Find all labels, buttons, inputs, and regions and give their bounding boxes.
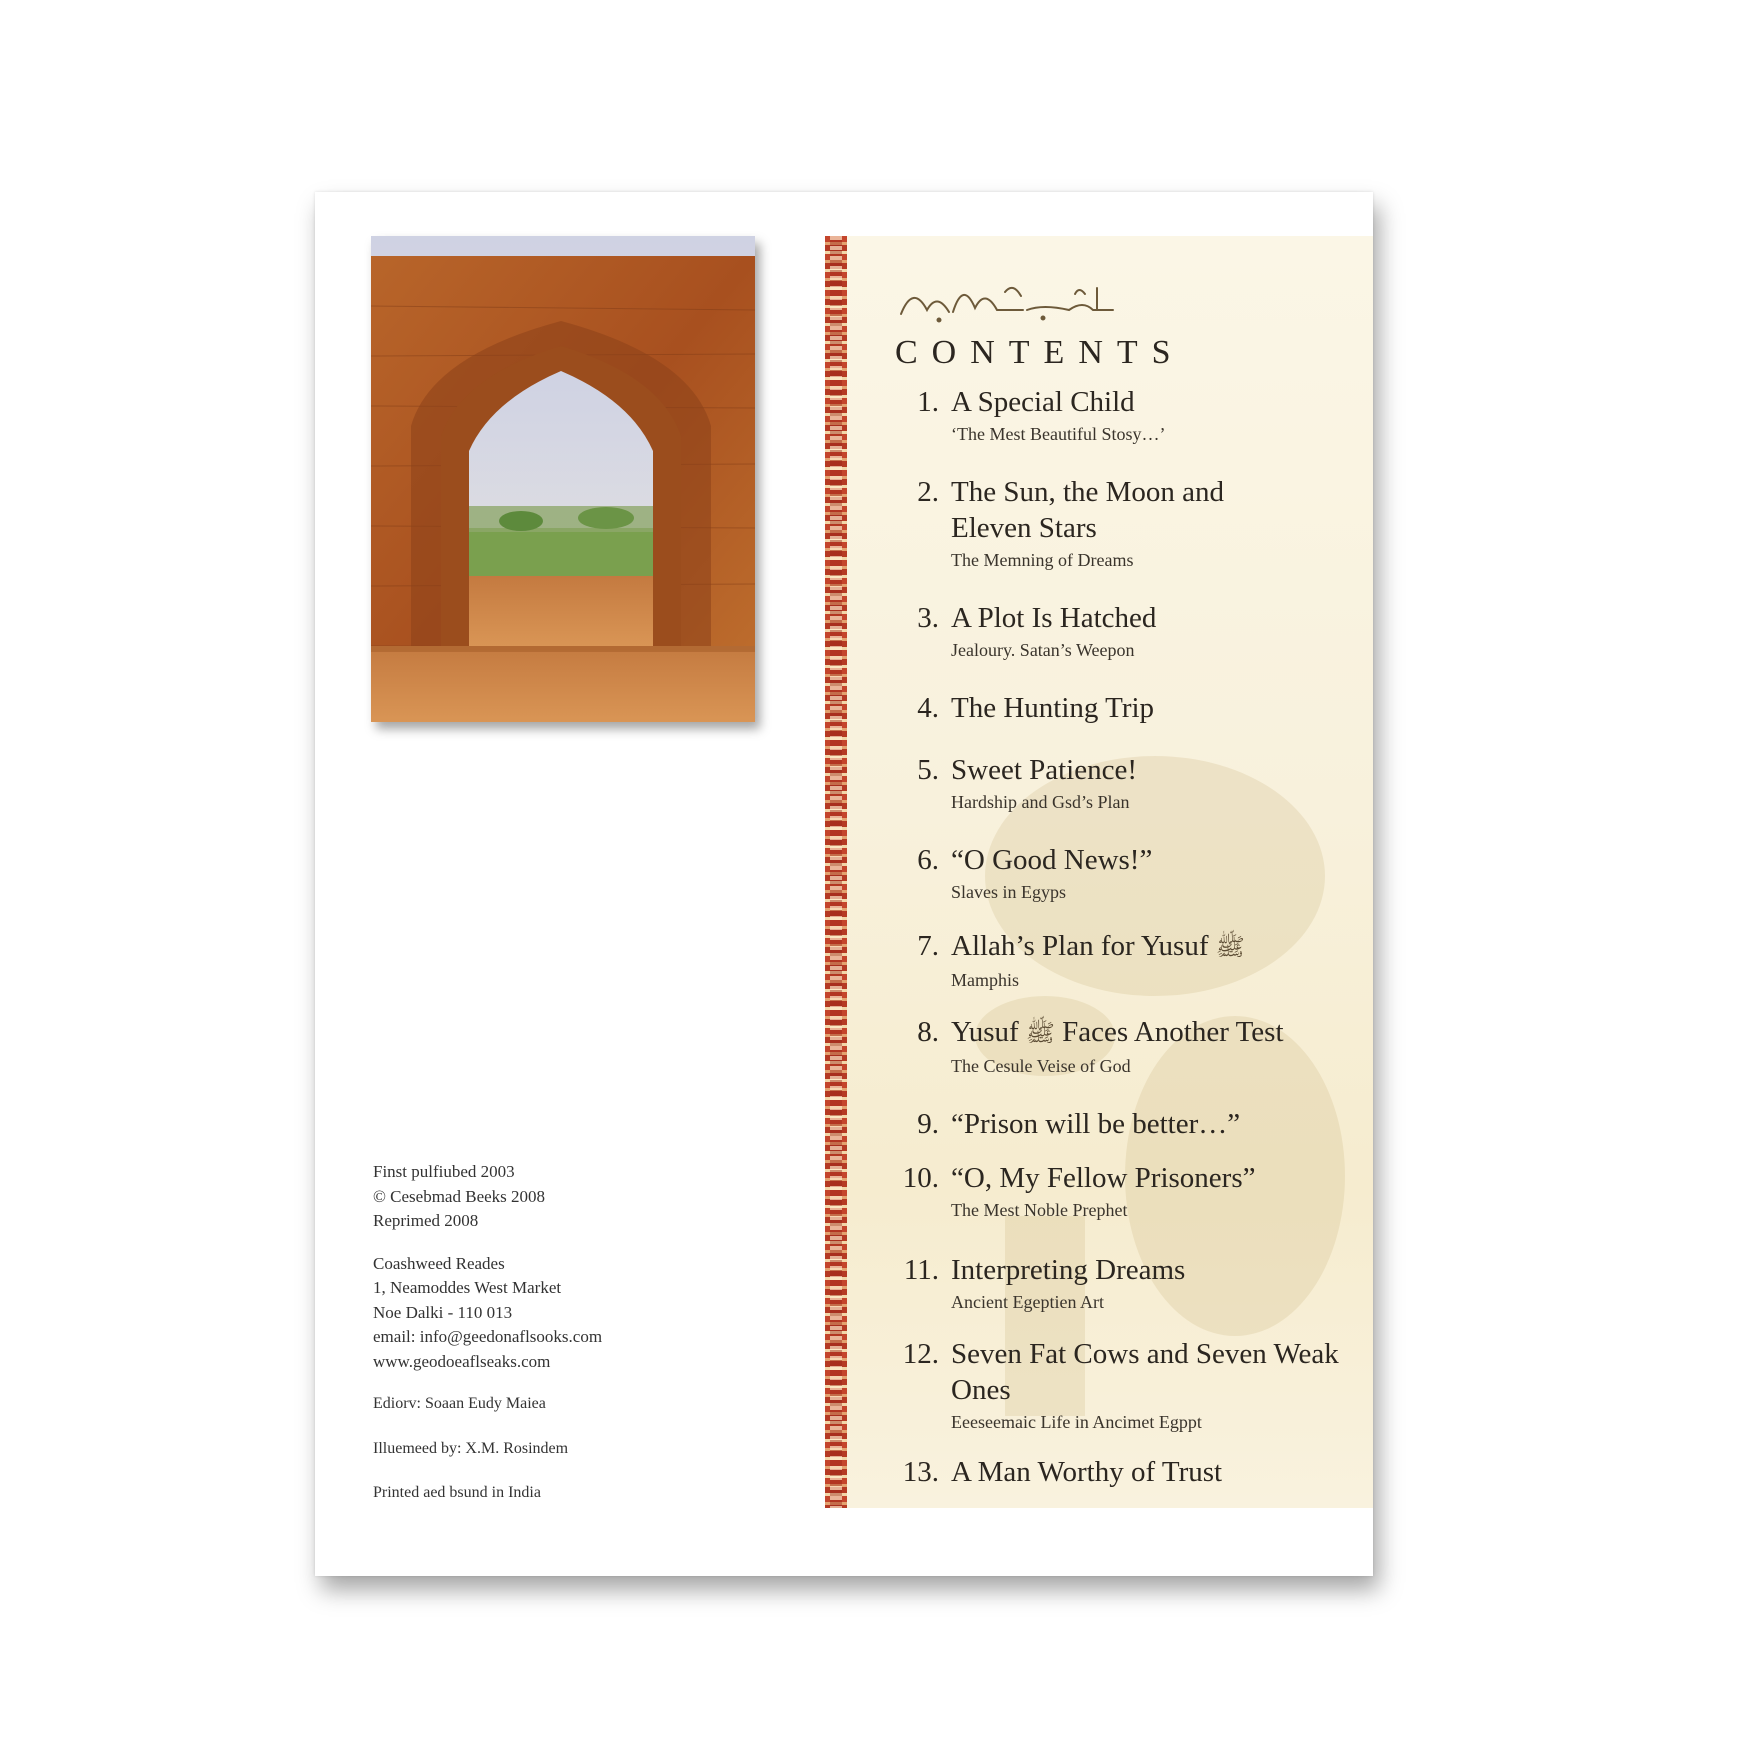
toc-entry[interactable] xyxy=(865,1454,1365,1490)
toc-entry[interactable] xyxy=(865,384,1365,446)
toc-entry[interactable] xyxy=(865,474,1365,572)
contents-list xyxy=(865,384,1365,1490)
printed-in: Printed aed bsund in India xyxy=(373,1484,541,1501)
chapter-title: Allah’s Plan for Yusuf xyxy=(951,930,1209,962)
publisher-name: Coashweed Reades xyxy=(373,1253,505,1273)
chapter-title-continued: Faces Another Test xyxy=(1062,1016,1284,1048)
chapter-subtitle: Hardship and Gsd’s Plan xyxy=(951,792,1130,812)
toc-entry[interactable] xyxy=(865,752,1365,814)
contents-heading: CONTENTS xyxy=(895,334,1185,371)
publisher-info xyxy=(373,1252,733,1375)
editor-credit: Ediorv: Soaan Eudy Maiea xyxy=(373,1395,546,1412)
honorific-icon: ﷺ xyxy=(1215,935,1245,961)
copyright: © Cesebmad Beeks 2008 xyxy=(373,1186,546,1206)
publisher-website: www.geodoeaflseaks.com xyxy=(373,1351,551,1371)
toc-entry[interactable] xyxy=(865,690,1365,726)
publisher-email: email: info@geedonaflsooks.com xyxy=(373,1327,603,1346)
chapter-title: Seven Fat Cows and Seven Weak Ones xyxy=(951,1338,1339,1406)
toc-entry[interactable] xyxy=(865,1336,1365,1434)
chapter-number: 3. xyxy=(917,602,939,634)
chapter-subtitle: The Memning of Dreams xyxy=(951,550,1134,570)
contents-panel xyxy=(825,236,1373,1508)
chapter-subtitle: Eeeseemaic Life in Ancimet Egppt xyxy=(951,1412,1202,1432)
chapter-subtitle: Ancient Egeptien Art xyxy=(951,1292,1104,1312)
bismillah-calligraphy-icon xyxy=(893,274,1123,326)
chapter-title: A Plot Is Hatched xyxy=(951,602,1157,634)
chapter-title: Sweet Patience! xyxy=(951,754,1138,786)
chapter-number: 12. xyxy=(902,1338,939,1370)
toc-entry[interactable] xyxy=(865,1252,1365,1314)
chapter-title: “O, My Fellow Prisoners” xyxy=(951,1162,1256,1194)
chapter-subtitle: The Cesule Veise of God xyxy=(951,1056,1131,1076)
chapter-title: A Special Child xyxy=(951,386,1135,418)
chapter-title: “O Good News!” xyxy=(951,844,1153,876)
toc-entry[interactable] xyxy=(865,600,1365,662)
chapter-subtitle: The Mest Noble Prephet xyxy=(951,1200,1128,1220)
chapter-title: A Man Worthy of Trust xyxy=(951,1456,1223,1488)
chapter-subtitle: Mamphis xyxy=(951,970,1020,990)
chapter-number: 13. xyxy=(902,1456,939,1488)
chapter-number: 4. xyxy=(917,692,939,724)
first-published: Finst pulfiubed 2003 xyxy=(373,1162,515,1181)
chapter-title: Interpreting Dreams xyxy=(951,1254,1186,1286)
chapter-number: 6. xyxy=(917,844,939,876)
chapter-number: 7. xyxy=(917,930,939,962)
toc-entry[interactable] xyxy=(865,928,1365,992)
chapter-number: 1. xyxy=(917,386,939,418)
decorative-border xyxy=(825,236,847,1508)
chapter-subtitle: ‘The Mest Beautiful Stosy…’ xyxy=(951,424,1166,444)
chapter-number: 5. xyxy=(917,754,939,786)
chapter-title-row xyxy=(951,1014,1365,1052)
chapter-title: The Hunting Trip xyxy=(951,692,1155,724)
publication-info xyxy=(373,1160,733,1234)
publisher-address-2: Noe Dalki - 110 013 xyxy=(373,1302,513,1322)
illustrator-credit: Illuemeed by: X.M. Rosindem xyxy=(373,1439,569,1457)
archway-illustration xyxy=(371,236,755,722)
chapter-title: “Prison will be better…” xyxy=(951,1108,1241,1140)
chapter-subtitle: Slaves in Egyps xyxy=(951,882,1066,902)
toc-entry[interactable] xyxy=(865,1014,1365,1078)
chapter-number: 10. xyxy=(902,1162,939,1194)
chapter-title: The Sun, the Moon and Eleven Stars xyxy=(951,476,1225,544)
imprint-block xyxy=(373,1160,733,1526)
chapter-subtitle: Jealoury. Satan’s Weepon xyxy=(951,640,1135,660)
toc-entry[interactable] xyxy=(865,842,1365,904)
chapter-title-row xyxy=(951,928,1365,966)
chapter-number: 11. xyxy=(903,1254,939,1286)
chapter-number: 2. xyxy=(917,476,939,508)
chapter-number: 8. xyxy=(917,1016,939,1048)
toc-entry[interactable] xyxy=(865,1106,1365,1142)
publisher-address-1: 1, Neamoddes West Market xyxy=(373,1278,562,1297)
book-page xyxy=(315,192,1373,1576)
chapter-number: 9. xyxy=(917,1108,939,1140)
chapter-title: Yusuf xyxy=(951,1016,1019,1048)
archway-photo xyxy=(371,236,755,722)
honorific-icon: ﷺ xyxy=(1025,1021,1055,1047)
toc-entry[interactable] xyxy=(865,1160,1365,1222)
reprinted: Reprimed 2008 xyxy=(373,1211,479,1230)
